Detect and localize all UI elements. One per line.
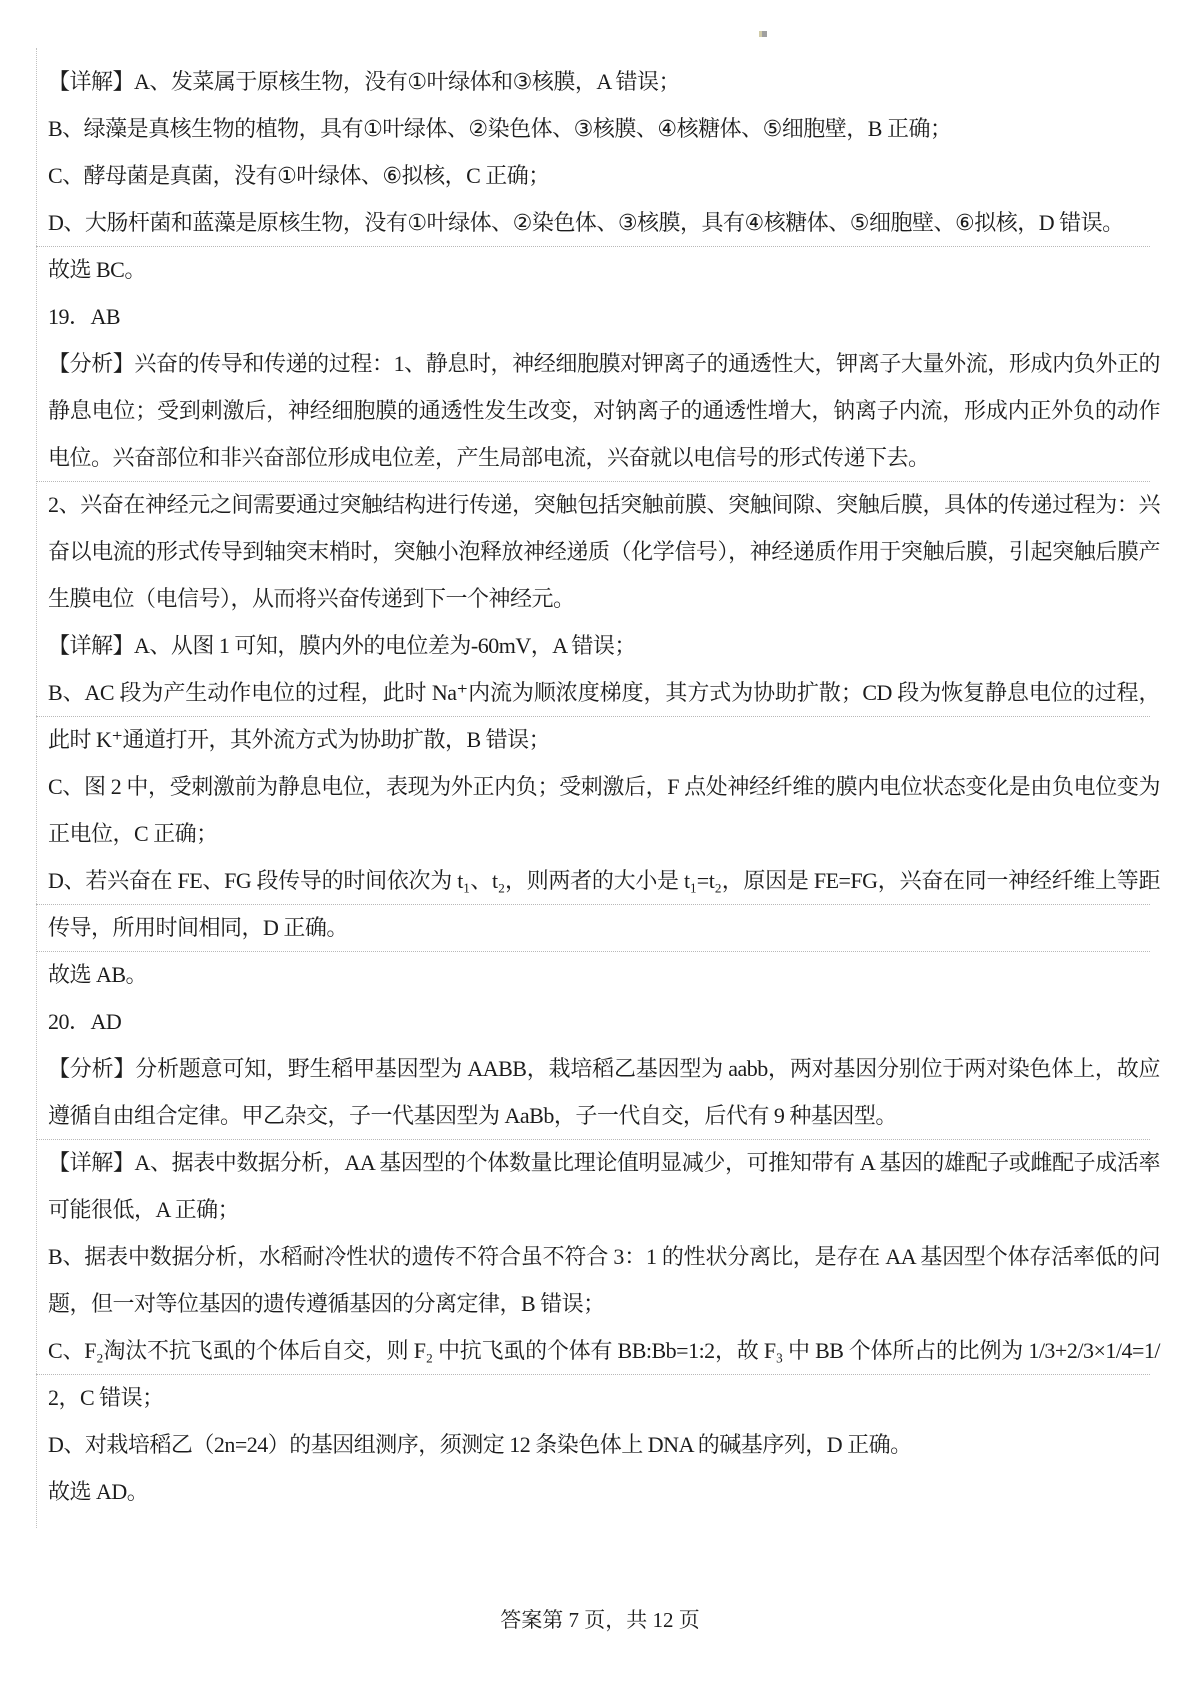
- conclusion-bc: 故选 BC。: [48, 257, 146, 282]
- detail-option-b: B、绿藻是真核生物的植物，具有①叶绿体、②染色体、③核膜、④核糖体、⑤细胞壁，B 正确；: [48, 116, 952, 141]
- detail-19-option-a: 【详解】A、从图 1 可知，膜内外的电位差为-60mV，A 错误；: [48, 633, 636, 658]
- detail-20-option-b: B、据表中数据分析，水稻耐冷性状的遗传不符合虽不符合 3：1 的性状分离比，是存在 AA 基因型个体存活率低的问题，但一对等位基因的遗传遵循基因的分离定律，B 错误；: [48, 1244, 1160, 1316]
- detail-option-d: D、大肠杆菌和蓝藻是原核生物，没有①叶绿体、②染色体、③核膜，具有④核糖体、⑤细胞壁、⑥拟核，D 错误。: [48, 210, 1124, 235]
- answer-19-heading: 19．AB: [48, 304, 121, 329]
- detail-19-option-c: C、图 2 中，受刺激前为静息电位，表现为外正内负；受刺激后，F 点处神经纤维的膜内电位状态变化是由负电位变为正电位，C 正确；: [48, 774, 1160, 846]
- detail-heading-option-a: 【详解】A、发菜属于原核生物，没有①叶绿体和③核膜，A 错误；: [48, 69, 681, 94]
- detail-20-option-c: C、F₂淘汰不抗飞虱的个体后自交，则 F₂ 中抗飞虱的个体有 BB:Bb=1:2，故 F₃ 中 BB 个体所占的比例为 1/3+2/3×1/4=1/2，C 错误；: [48, 1338, 1160, 1410]
- analysis-19-para-1: 【分析】兴奋的传导和传递的过程：1、静息时，神经细胞膜对钾离子的通透性大，钾离子大量外流，形成内负外正的静息电位；受到刺激后，神经细胞膜的通透性发生改变，对钠离子的通透性增大，钠离子内流，形成内正外负的动作电位。兴奋部位和非兴奋部位形成电位差，产生局部电流，兴奋就以电信号的形式传递下去。: [48, 351, 1160, 470]
- detail-19-option-d: D、若兴奋在 FE、FG 段传导的时间依次为 t₁、t₂，则两者的大小是 t₁=t₂，原因是 FE=FG，兴奋在同一神经纤维上等距传导，所用时间相同，D 正确。: [48, 868, 1160, 940]
- detail-19-option-b: B、AC 段为产生动作电位的过程，此时 Na⁺内流为顺浓度梯度，其方式为协助扩散；CD 段为恢复静息电位的过程，此时 K⁺通道打开，其外流方式为协助扩散，B 错误；: [48, 680, 1160, 752]
- detail-option-c: C、酵母菌是真菌，没有①叶绿体、⑥拟核，C 正确；: [48, 163, 550, 188]
- detail-20-option-d: D、对栽培稻乙（2n=24）的基因组测序，须测定 12 条染色体上 DNA 的碱基序列，D 正确。: [48, 1432, 912, 1457]
- page-artifact-dot: [759, 31, 767, 37]
- answer-20-heading: 20．AD: [48, 1009, 122, 1034]
- analysis-20-para: 【分析】分析题意可知，野生稻甲基因型为 AABB，栽培稻乙基因型为 aabb，两对基因分别位于两对染色体上，故应遵循自由组合定律。甲乙杂交，子一代基因型为 AaBb，子一代自交，后代有 9 种基因型。: [48, 1056, 1160, 1128]
- page-footer: 答案第 7 页，共 12 页: [500, 1608, 700, 1632]
- answer-content: [48, 58, 1160, 1515]
- detail-20-option-a: 【详解】A、据表中数据分析，AA 基因型的个体数量比理论值明显减少，可推知带有 A 基因的雄配子或雌配子成活率可能很低，A 正确；: [48, 1150, 1160, 1222]
- conclusion-ab: 故选 AB。: [48, 962, 148, 987]
- left-margin-guide: [36, 48, 37, 1528]
- conclusion-ad: 故选 AD。: [48, 1479, 149, 1504]
- analysis-19-para-2: 2、兴奋在神经元之间需要通过突触结构进行传递，突触包括突触前膜、突触间隙、突触后膜，具体的传递过程为：兴奋以电流的形式传导到轴突末梢时，突触小泡释放神经递质（化学信号），神经递质作用于突触后膜，引起突触后膜产生膜电位（电信号），从而将兴奋传递到下一个神经元。: [48, 492, 1160, 611]
